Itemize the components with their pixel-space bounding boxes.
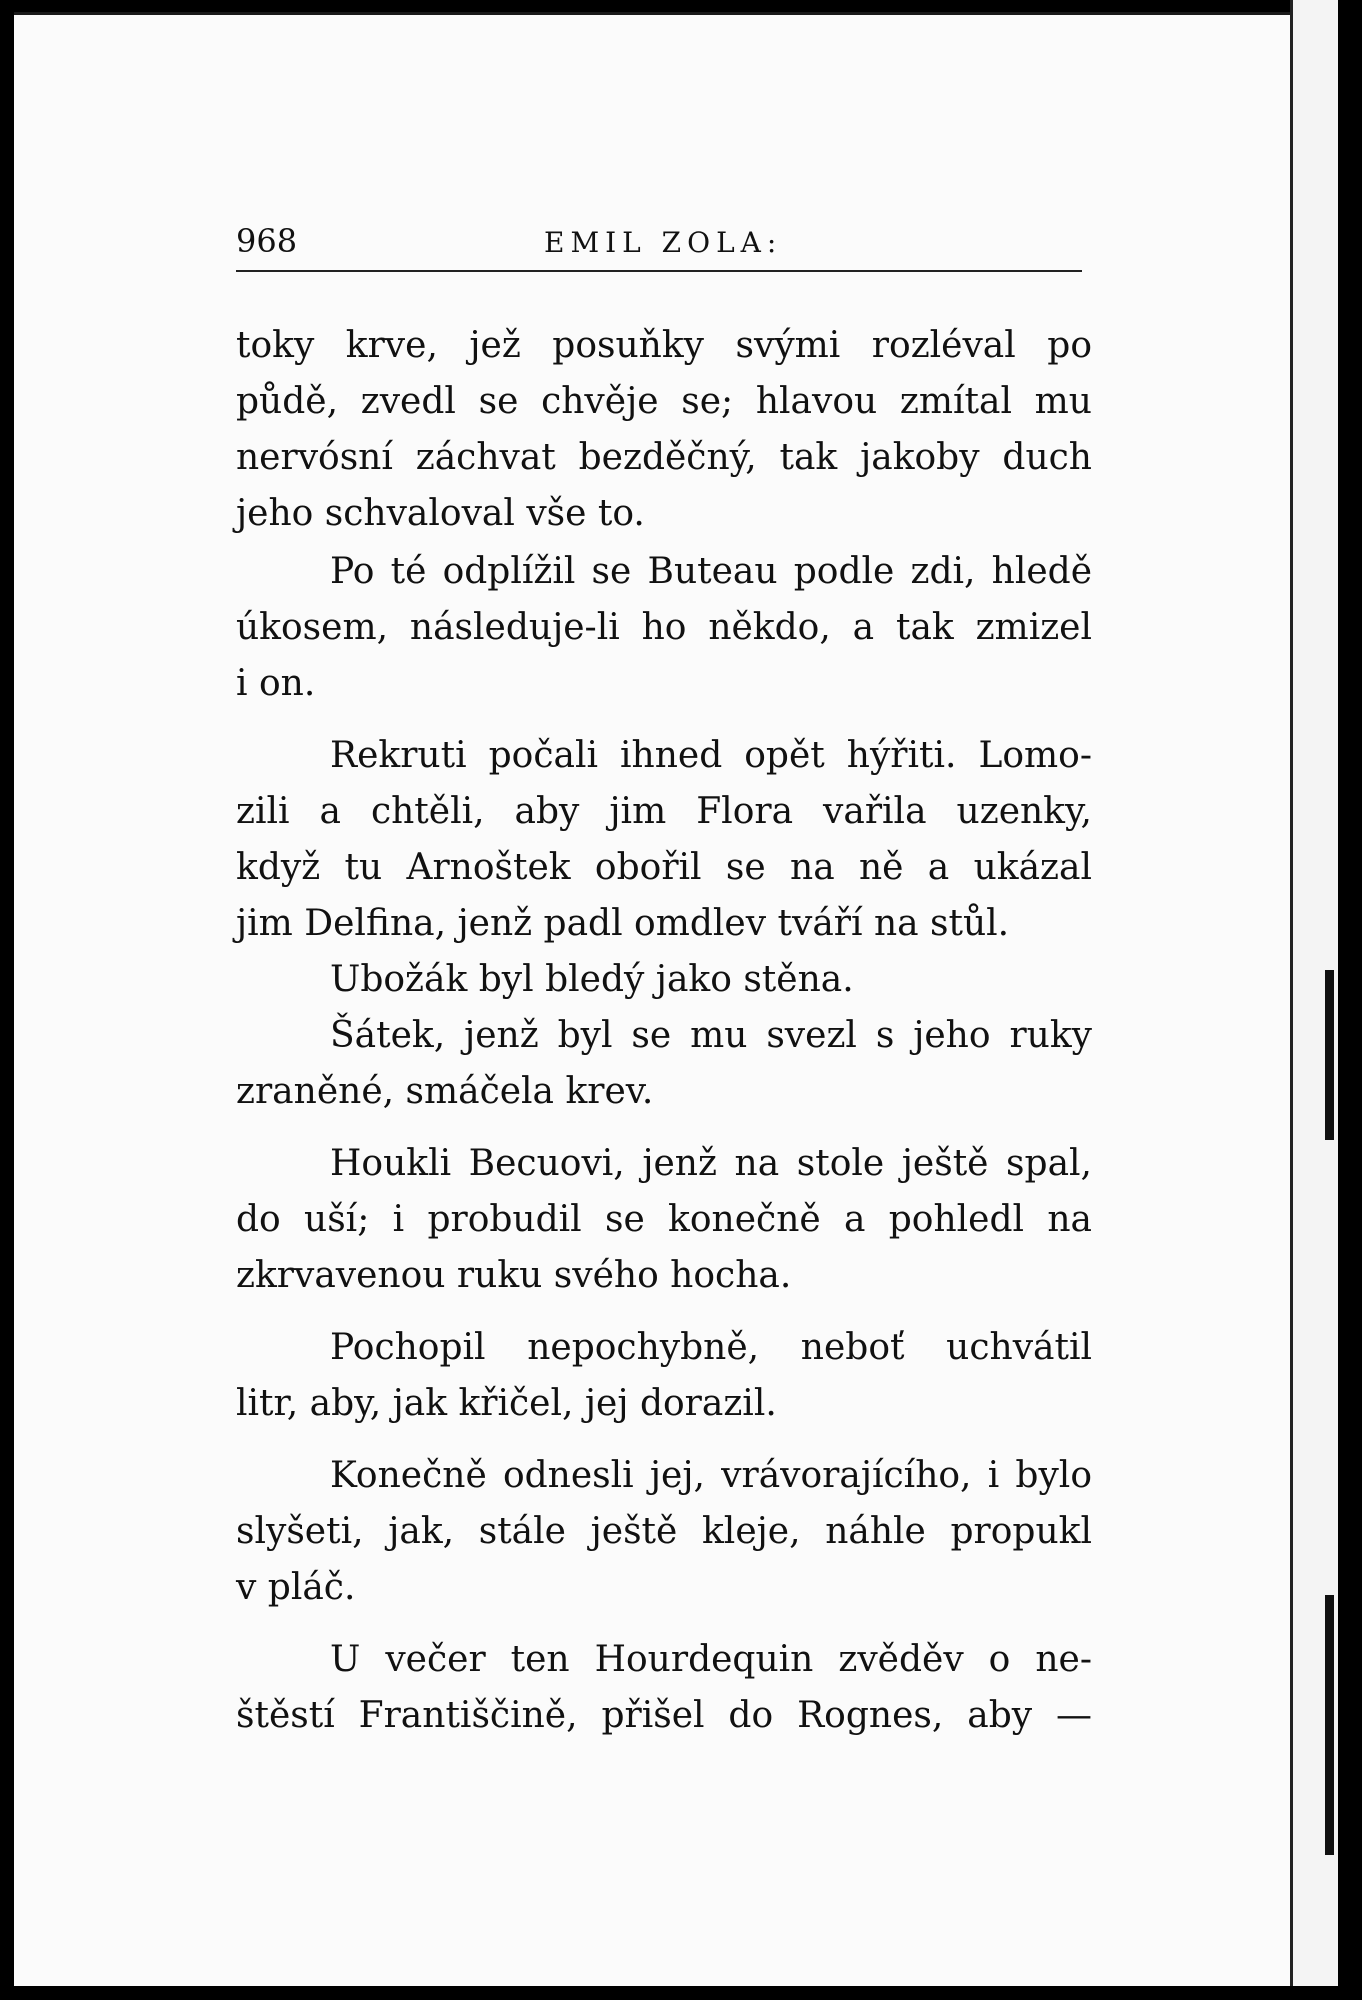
text-line: Houkli Becuovi, jenž na stole ještě spal, [330,1143,1092,1184]
paragraph [236,1448,1092,1616]
text-line: do uší; i probudil se konečně a pohledl na [236,1199,1092,1240]
paragraph [236,1320,1092,1432]
page-bottom-edge [0,1986,1362,2000]
text-line: když tu Arnoštek obořil se na ně a ukázal [236,847,1092,888]
text-line: Po té odplížil se Buteau podle zdi, hledě [330,551,1092,592]
text-line: i on. [236,663,316,704]
paragraph [236,1008,1092,1120]
running-head: EMIL ZOLA: [544,226,783,259]
text-line: půdě, zvedl se chvěje se; hlavou zmítal mu [236,381,1092,422]
paragraph [236,952,1092,1008]
text-line: slyšeti, jak, stále ještě kleje, náhle propukl [236,1511,1092,1552]
paragraph [236,318,1092,542]
text-line: Šátek, jenž byl se mu svezl s jeho ruky [330,1015,1092,1056]
header-rule [236,270,1082,272]
spine-mark [1325,970,1334,1140]
paragraph [236,544,1092,712]
text-line: Ubožák byl bledý jako stěna. [330,959,854,1000]
text-line: úkosem, následuje-li ho někdo, a tak zmizel [236,607,1092,648]
text-line: v pláč. [236,1567,356,1608]
page-number: 968 [236,222,298,260]
text-line: zraněné, smáčela krev. [236,1071,654,1112]
text-line: zili a chtěli, aby jim Flora vařila uzenky, [236,791,1092,832]
paragraph [236,1136,1092,1304]
spine-mark [1325,1595,1334,1855]
text-line: zkrvavenou ruku svého hocha. [236,1255,792,1296]
text-line: jeho schvaloval vše to. [236,493,645,534]
text-line: Rekruti počali ihned opět hýřiti. Lomo- [330,735,1092,776]
text-line: štěstí Františčině, přišel do Rognes, aby — [236,1695,1092,1736]
text-line: litr, aby, jak křičel, jej dorazil. [236,1383,777,1424]
text-line: nervósní záchvat bezděčný, tak jakoby duch [236,437,1092,478]
text-line: Pochopil nepochybně, neboť uchvátil [330,1327,1092,1368]
paragraph [236,728,1092,952]
body-text [236,318,1092,1744]
text-line: toky krve, jež posuňky svými rozléval po [236,325,1092,366]
text-line: jim Delfina, jenž padl omdlev tváří na stůl. [236,903,1010,944]
paragraph [236,1632,1092,1744]
book-edge-shadow [1338,0,1362,2000]
page-header [236,222,1082,262]
text-line: U večer ten Hourdequin zvěděv o ne- [330,1639,1092,1680]
text-line: Konečně odnesli jej, vrávorajícího, i bylo [330,1455,1092,1496]
